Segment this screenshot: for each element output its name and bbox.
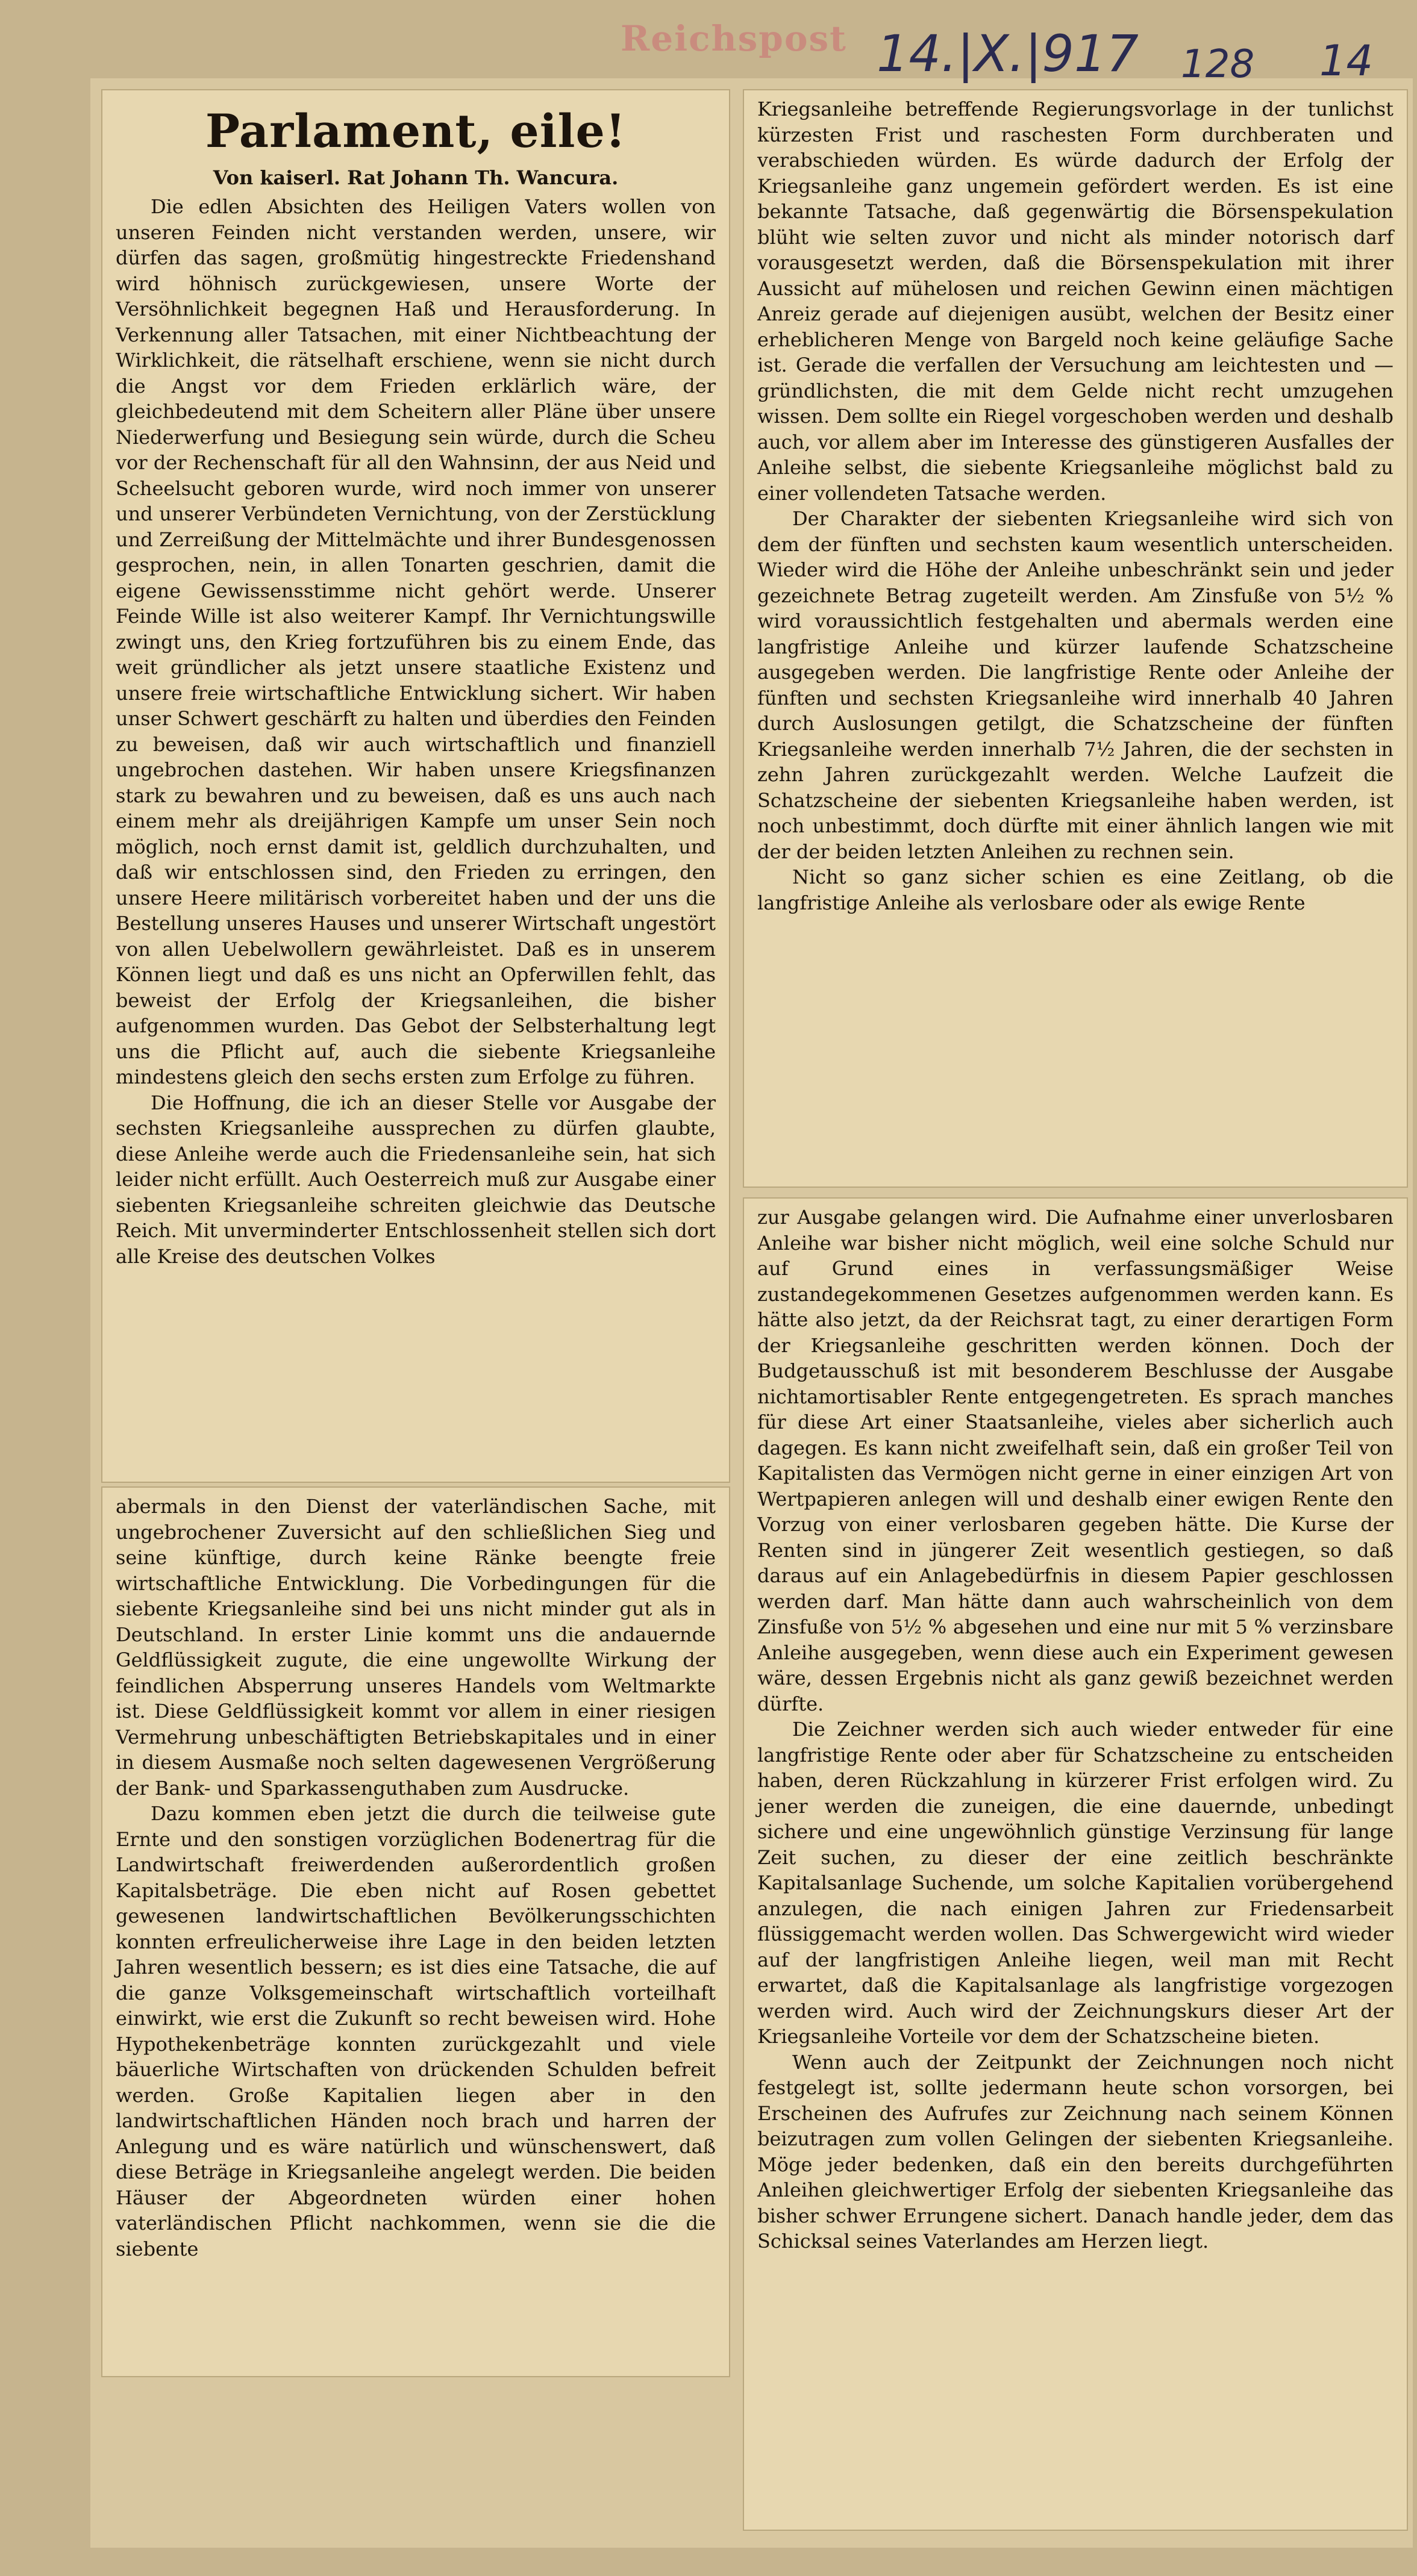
- article-title: Parlament, eile!: [205, 104, 627, 158]
- handwritten-date: 14.|X.|917: [877, 24, 1139, 83]
- clipping-column-1-bottom: [102, 1488, 729, 2376]
- paragraph: Wenn auch der Zeitpunkt der Zeichnungen noch nicht festgelegt ist, sollte jedermann heute schon vorsorgen, bei Erscheinen des Aufrufes zur Zeichnung nach seinem Können beizutragen zum vollen Gelingen der siebenten Kriegsanleihe. Möge jeder bedenken, daß ein den bereits durchgeführten Anleihen gleichwertiger Erfolg der siebenten Kriegsanleihe das bisher schwer Errungene sichert. Danach handle jeder, dem das Schicksal seines Vaterlandes am Herzen liegt.: [757, 2050, 1394, 2253]
- paragraph: abermals in den Dienst der vaterländischen Sache, mit ungebrochener Zuversicht auf den schließlichen Sieg und seine künftige, durch keine Ränke beengte freie wirtschaftliche Entwicklung. Die Vorbedingungen für die siebente Kriegsanleihe sind bei uns nicht minder gut als in Deutschland. In erster Linie kommt uns die andauernde Geldflüssigkeit zugute, die eine ungewollte Wirkung der feindlichen Absperrung unseres Handels vom Weltmarkte ist. Diese Geldflüssigkeit kommt vor allem in einer riesigen Vermehrung unbeschäftigten Betriebskapitales und in einer in diesem Ausmaße noch selten dagewesenen Vergrößerung der Bank- und Sparkassenguthaben zum Ausdrucke.: [116, 1495, 716, 1800]
- paragraph: Die Zeichner werden sich auch wieder entweder für eine langfristige Rente oder aber für Schatzscheine zu entscheiden haben, deren Rückzahlung in kürzerer Frist erfolgen wird. Zu jener werden die zuneigen, die eine dauernde, unbedingt sichere und eine ungewöhnlich günstige Verzinsung für lange Zeit suchen, zu dieser der eine zeitlich beschränkte Kapitalsanlage Suchende, um solche Kapitalien vorübergehend anzulegen, die nach einigen Jahren zur Friedensarbeit flüssiggemacht werden wollen. Das Schwergewicht wird wieder auf der langfristigen Anleihe liegen, weil man mit Recht erwartet, daß die Kapitalsanlage als langfristige vorgezogen werden wird. Auch wird der Zeichnungskurs dieser Art der Kriegsanleihe Vorteile vor dem der Schatzscheine bieten.: [757, 1718, 1394, 2048]
- paragraph: Kriegsanleihe betreffende Regierungsvorlage in der tunlichst kürzesten Frist und raschesten Form durchberaten und verabschieden würden. Es würde dadurch der Erfolg der Kriegsanleihe ganz ungemein gefördert werden. Es ist eine bekannte Tatsache, daß gegenwärtig die Börsenspekulation blüht wie selten zuvor und nicht als minder notorisch darf vorausgesetzt werden, daß die Börsenspekulation mit ihrer Aussicht auf mühelosen und reichen Gewinn einen mächtigen Anreiz gerade auf diejenigen ausübt, welchen der Besitz einer erheblicheren Menge von Bargeld noch keine geläufige Sache ist. Gerade die verfallen der Versuchung am leichtesten und — gründlichsten, die mit dem Gelde nicht recht umzugehen wissen. Dem sollte ein Riegel vorgeschoben werden und deshalb auch, vor allem aber im Interesse des günstigeren Ausfalles der Anleihe selbst, die siebente Kriegsanleihe möglichst bald zu einer vollendeten Tatsache werden.: [757, 98, 1394, 505]
- clipping-column-2-top: [744, 90, 1407, 1187]
- archive-number: 14: [1319, 36, 1374, 86]
- newspaper-stamp: Reichspost: [621, 18, 847, 59]
- article-byline: Von kaiserl. Rat Johann Th. Wancura.: [213, 166, 619, 189]
- clipping-column-1-top: [102, 90, 729, 1482]
- handwritten-page-number: 128: [1181, 42, 1255, 87]
- paragraph: Dazu kommen eben jetzt die durch die teilweise gute Ernte und den sonstigen vorzüglichen Bodenertrag für die Landwirtschaft freiwerdenden außerordentlich großen Kapitalsbeträge. Die eben nicht auf Rosen gebettet gewesenen landwirtschaftlichen Bevölkerungsschichten konnten erfreulicherweise ihre Lage in den beiden letzten Jahren wesentlich bessern; es ist dies eine Tatsache, die auf die ganze Volksgemeinschaft wirtschaftlich vorteilhaft einwirkt, wie erst die Zukunft so recht beweisen wird. Hohe Hypothekenbeträge konnten zurückgezahlt und viele bäuerliche Wirtschaften von drückenden Schulden befreit werden. Große Kapitalien liegen aber in den landwirtschaftlichen Händen noch brach und harren der Anlegung und es wäre natürlich und wünschenswert, daß diese Beträge in Kriegsanleihe angelegt werden. Die beiden Häuser der Abgeordneten würden einer hohen vaterländischen Pflicht nachkommen, wenn sie die die siebente: [116, 1802, 716, 2260]
- clipping-column-2-bottom: [744, 1199, 1407, 2530]
- paragraph: Nicht so ganz sicher schien es eine Zeitlang, ob die langfristige Anleihe als verlosbare oder als ewige Rente: [757, 865, 1394, 914]
- paragraph: Die edlen Absichten des Heiligen Vaters wollen von unseren Feinden nicht verstanden werden, unsere, wir dürfen das sagen, großmütig hingestreckte Friedenshand wird höhnisch zurückgewiesen, unsere Worte der Versöhnlichkeit begegnen Haß und Herausforderung. In Verkennung aller Tatsachen, mit einer Nichtbeachtung der Wirklichkeit, die rätselhaft erschiene, wenn sie nicht durch die Angst vor dem Frieden erklärlich wäre, der gleichbedeutend mit dem Scheitern aller Pläne über unsere Niederwerfung und Besiegung sein würde, durch die Scheu vor der Rechenschaft für all den Wahnsinn, der aus Neid und Scheelsucht geboren wurde, wird noch immer von unserer und unserer Verbündeten Vernichtung, von der Zerstücklung und Zerreißung der Mittelmächte und ihrer Bundesgenossen gesprochen, nein, in allen Tonarten geschrien, damit die eigene Gewissensstimme nicht gehört werde. Unserer Feinde Wille ist also weiterer Kampf. Ihr Vernichtungswille zwingt uns, den Krieg fortzuführen bis zu einem Ende, das weit gründlicher als jetzt unsere staatliche Existenz und unsere freie wirtschaftliche Entwicklung sichert. Wir haben unser Schwert geschärft zu halten und überdies den Feinden zu beweisen, daß wir auch wirtschaftlich und finanziell ungebrochen dastehen. Wir haben unsere Kriegsfinanzen stark zu bewahren und zu beweisen, daß es uns auch nach einem mehr als dreijährigen Kampfe um unser Sein noch möglich, noch ernst damit ist, geldlich durchzuhalten, und daß wir entschlossen sind, den Frieden zu erringen, den unsere Heere militärisch vorbereitet haben und der uns die Bestellung unseres Hauses und unserer Wirtschaft ungestört von allen Uebelwollern gewährleistet. Daß es in unserem Können liegt und daß es uns nicht an Opferwillen fehlt, das beweist der Erfolg der Kriegsanleihen, die bisher aufgenommen wurden. Das Gebot der Selbsterhaltung legt uns die Pflicht auf, auch die siebente Kriegsanleihe mindestens gleich den sechs ersten zum Erfolge zu führen.: [116, 195, 716, 1088]
- paragraph: Die Hoffnung, die ich an dieser Stelle vor Ausgabe der sechsten Kriegsanleihe aussprechen zu dürfen glaubte, diese Anleihe werde auch die Friedensanleihe sein, hat sich leider nicht erfüllt. Auch Oesterreich muß zur Ausgabe einer siebenten Kriegsanleihe schreiten gleichwie das Deutsche Reich. Mit unverminderter Entschlossenheit stellen sich dort alle Kreise des deutschen Volkes: [116, 1091, 716, 1268]
- paragraph: zur Ausgabe gelangen wird. Die Aufnahme einer unverlosbaren Anleihe war bisher nicht möglich, weil eine solche Schuld nur auf Grund eines in verfassungsmäßiger Weise zustandegekommenen Gesetzes aufgenommen werden kann. Es hätte also jetzt, da der Reichsrat tagt, zu einer derartigen Form der Kriegsanleihe geschritten werden können. Doch der Budgetausschuß ist mit besonderem Beschlusse der Ausgabe nichtamortisabler Rente entgegengetreten. Es sprach manches für diese Art einer Staatsanleihe, vieles aber sicherlich auch dagegen. Es kann nicht zweifelhaft sein, daß ein großer Teil von Kapitalisten das Vermögen nicht gerne in einer einzigen Art von Wertpapieren anlegen will und deshalb einer ewigen Rente den Vorzug von einer verlosbaren gegeben hätte. Die Kurse der Renten sind in jüngerer Zeit wesentlich gestiegen, so daß daraus auf ein Anlagebedürfnis in diesem Papier geschlossen werden darf. Man hätte dann auch wahrscheinlich von dem Zinsfuße von 5½ % abgesehen und eine nur mit 5 % verzinsbare Anleihe ausgegeben, wenn diese auch ein Experiment gewesen wäre, dessen Ergebnis nicht als ganz gewiß bezeichnet werden dürfte.: [757, 1206, 1394, 1715]
- paragraph: Der Charakter der siebenten Kriegsanleihe wird sich von dem der fünften und sechsten kaum wesentlich unterscheiden. Wieder wird die Höhe der Anleihe unbeschränkt sein und jeder gezeichnete Betrag zugeteilt werden. Am Zinsfuße von 5½ % wird voraussichtlich festgehalten und abermals werden eine langfristige Anleihe und kürzer laufende Schatzscheine ausgegeben werden. Die langfristige Rente oder Anleihe der fünften und sechsten Kriegsanleihe wird innerhalb 40 Jahren durch Auslosungen getilgt, die Schatzscheine der fünften Kriegsanleihe werden innerhalb 7½ Jahren, die der sechsten in zehn Jahren zurückgezahlt werden. Welche Laufzeit die Schatzscheine der siebenten Kriegsanleihe haben werden, ist noch unbestimmt, doch dürfte mit einer ähnlich langen wie mit der der beiden letzten Anleihen zu rechnen sein.: [757, 507, 1394, 863]
